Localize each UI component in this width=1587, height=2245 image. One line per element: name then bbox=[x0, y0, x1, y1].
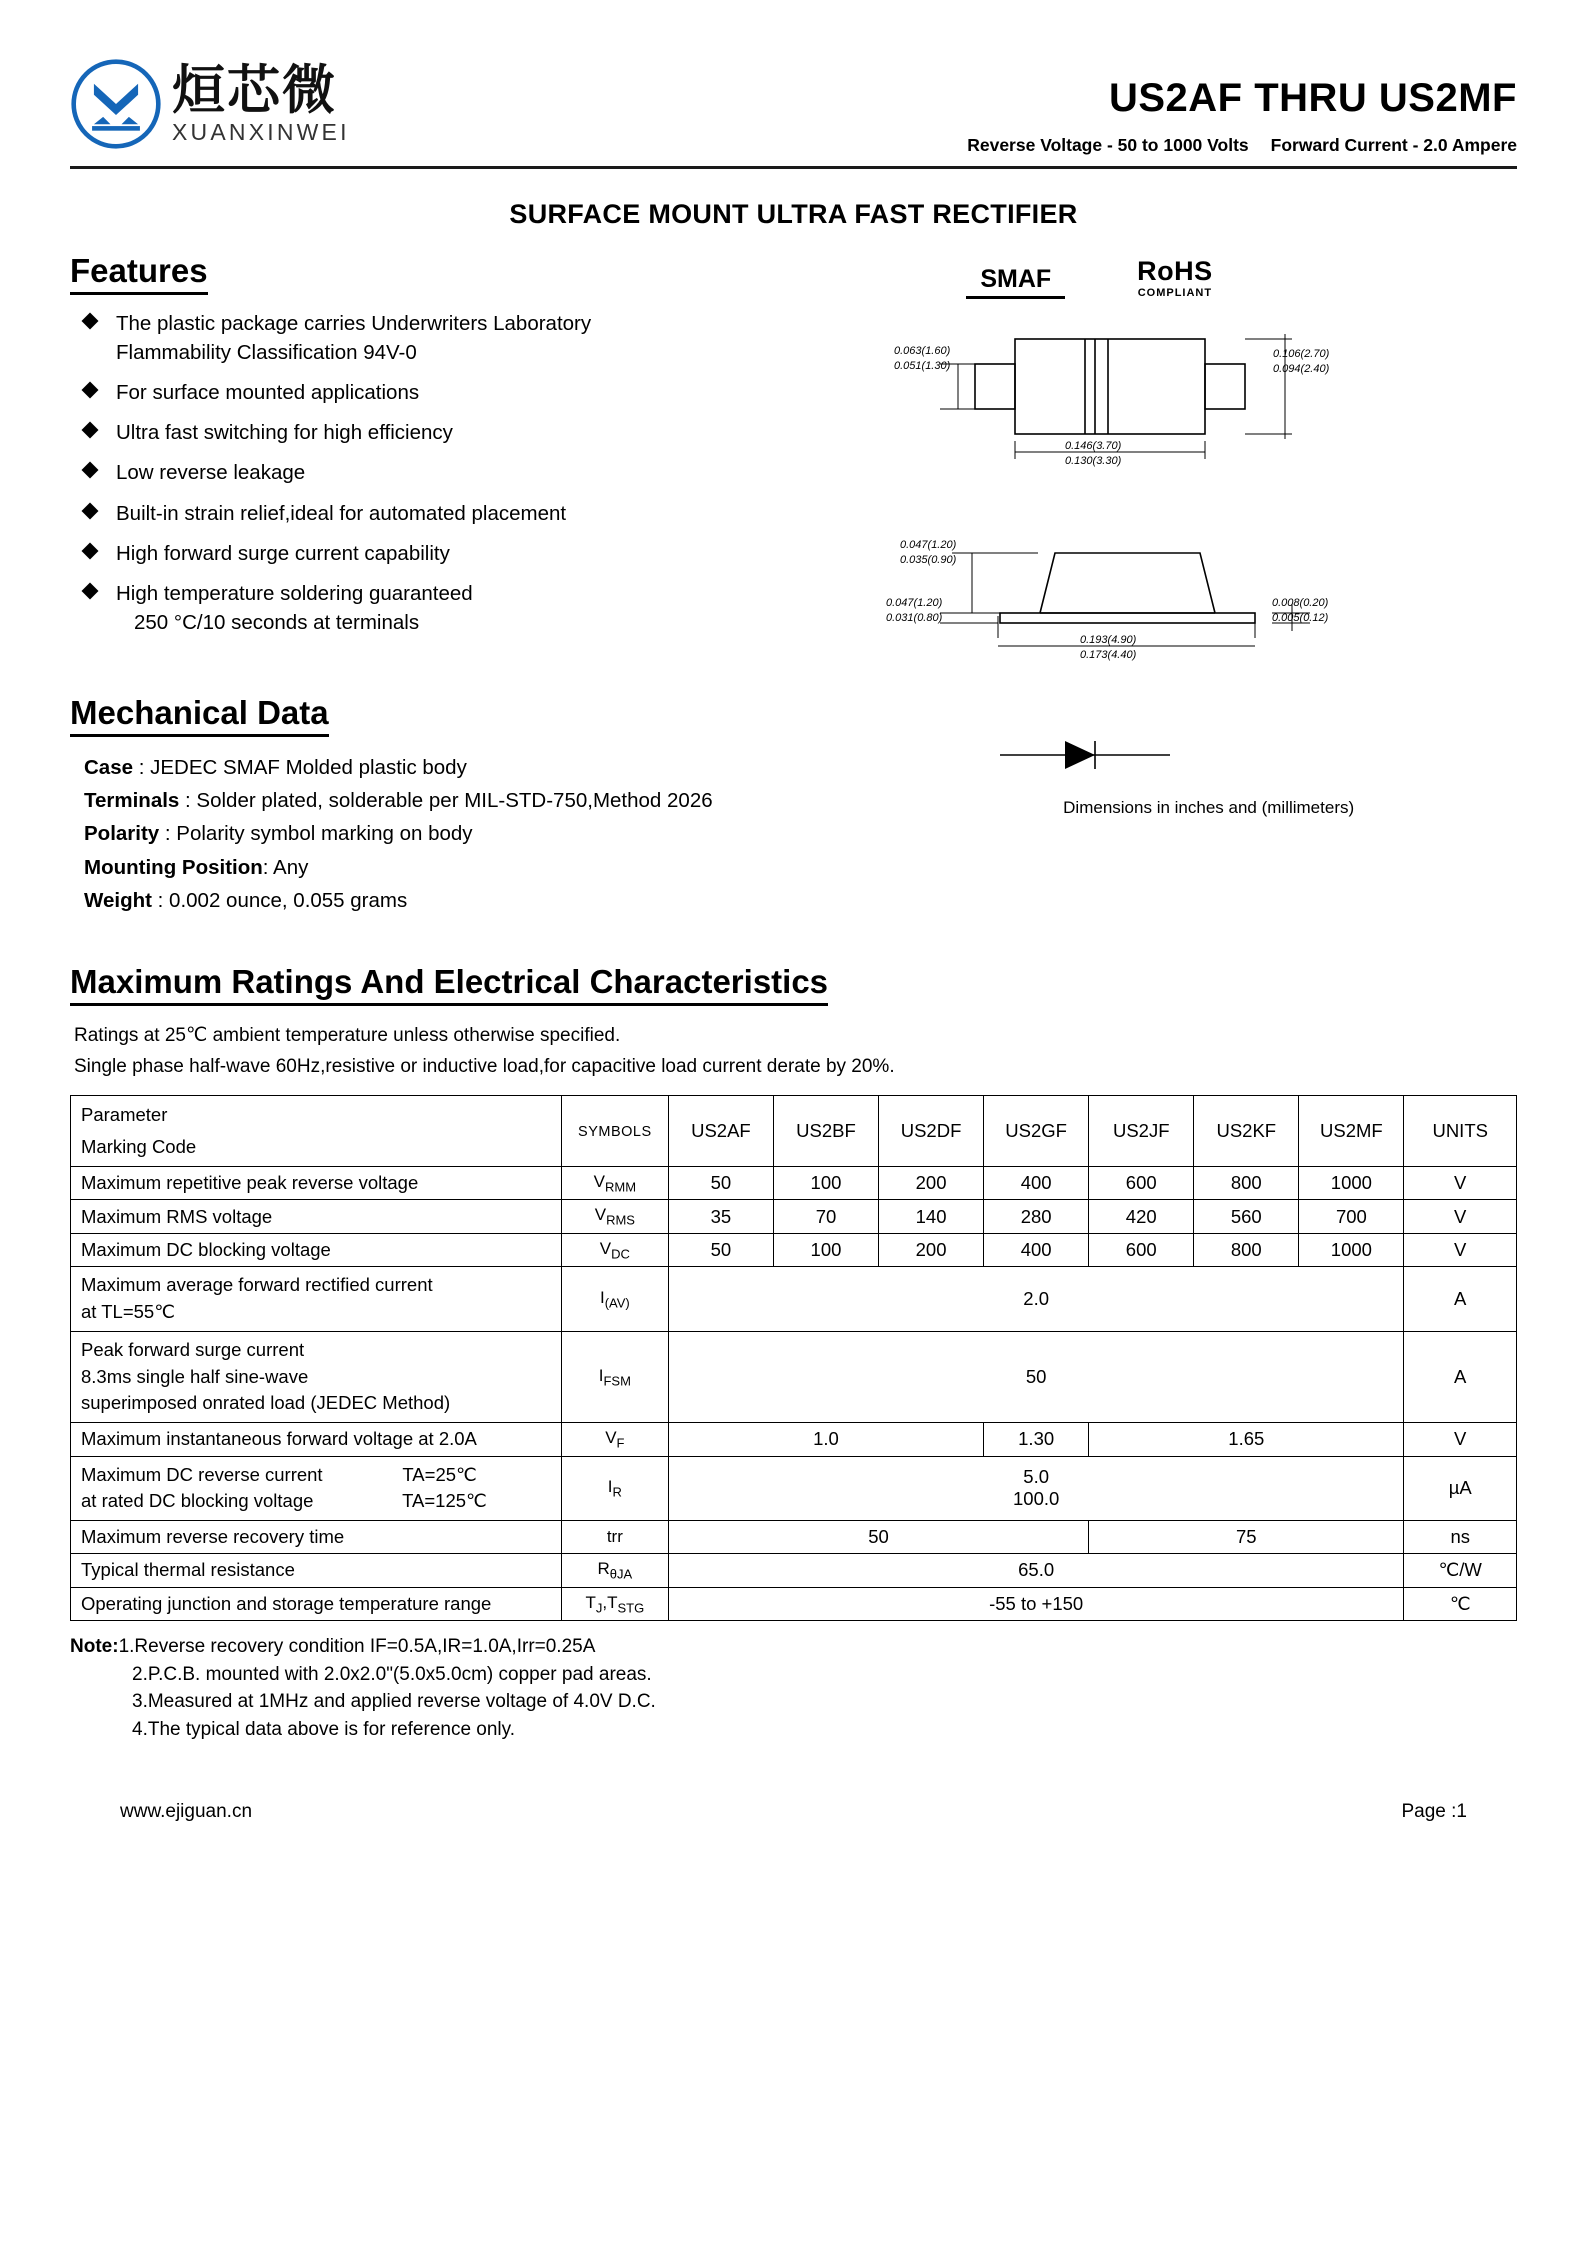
package-name-label: SMAF bbox=[966, 265, 1065, 299]
list-item bbox=[84, 418, 880, 447]
row-value: 200 bbox=[879, 1167, 984, 1200]
header-device-2: US2DF bbox=[879, 1096, 984, 1167]
row-symbol: $V_{RMM}$ bbox=[561, 1167, 668, 1200]
row-unit: V bbox=[1404, 1167, 1517, 1200]
row-param bbox=[71, 1456, 562, 1521]
header-marking-code: Marking Code bbox=[71, 1131, 562, 1167]
features-heading: Features bbox=[70, 252, 208, 295]
row-value: 420 bbox=[1089, 1200, 1194, 1233]
list-item bbox=[84, 458, 880, 487]
polarity-symbol-drawing bbox=[880, 733, 1350, 777]
table-row bbox=[71, 1167, 1517, 1200]
rohs-badge bbox=[1137, 258, 1213, 299]
feature-text: Low reverse leakage bbox=[116, 461, 306, 485]
dim-right-top: 0.106(2.70) bbox=[1273, 348, 1330, 360]
mech-value: JEDEC SMAF Molded plastic body bbox=[150, 755, 467, 779]
logo-chinese-name: 烜芯微 bbox=[172, 60, 337, 121]
table-row bbox=[71, 1456, 1517, 1521]
product-banner: SURFACE MOUNT ULTRA FAST RECTIFIER bbox=[509, 199, 1078, 229]
row-value: 100 bbox=[773, 1167, 878, 1200]
mech-value: Solder plated, solderable per MIL-STD-750,Method 2026 bbox=[196, 789, 713, 813]
row-symbol: $V_F$ bbox=[561, 1423, 668, 1456]
dim-left-top: 0.063(1.60) bbox=[894, 345, 951, 357]
row-symbol: trr bbox=[561, 1521, 668, 1554]
ratings-heading: Maximum Ratings And Electrical Characteristics bbox=[70, 963, 828, 1006]
row-value: 70 bbox=[773, 1200, 878, 1233]
feature-text-cont: 250 °C/10 seconds at terminals bbox=[134, 610, 420, 634]
row-value: 400 bbox=[984, 1167, 1089, 1200]
dimension-units-note: Dimensions in inches and (millimeters) bbox=[1063, 798, 1355, 817]
row-unit: ns bbox=[1404, 1521, 1517, 1554]
list-item bbox=[84, 378, 880, 407]
row-value: 1000 bbox=[1299, 1233, 1404, 1266]
row-unit: A bbox=[1404, 1331, 1517, 1422]
feature-text: High temperature soldering guaranteed bbox=[116, 581, 473, 605]
row-unit: ℃/W bbox=[1404, 1554, 1517, 1587]
mechanical-data-list bbox=[70, 751, 880, 917]
row-value: 400 bbox=[984, 1233, 1089, 1266]
title-block bbox=[967, 58, 1517, 156]
feature-text: High forward surge current capability bbox=[116, 541, 450, 565]
mechanical-data-heading: Mechanical Data bbox=[70, 694, 329, 737]
note-first-line bbox=[70, 1633, 1517, 1661]
package-drawing-column bbox=[880, 252, 1517, 917]
row-symbol: $I_{(AV)}$ bbox=[561, 1267, 668, 1332]
mech-row bbox=[84, 751, 880, 784]
left-column bbox=[70, 252, 880, 917]
list-item bbox=[84, 499, 880, 528]
feature-text: Ultra fast switching for high efficiency bbox=[116, 421, 453, 445]
row-param bbox=[71, 1267, 562, 1332]
page-footer bbox=[70, 1801, 1517, 1849]
notes-block bbox=[70, 1633, 1517, 1743]
xxw-logo-icon bbox=[70, 58, 162, 150]
row-value: 35 bbox=[668, 1200, 773, 1233]
dim-left-bottom: 0.051(1.30) bbox=[894, 360, 951, 372]
row-value: 100 bbox=[773, 1233, 878, 1266]
diamond-bullet-icon bbox=[82, 382, 99, 399]
table-row bbox=[71, 1233, 1517, 1266]
mech-value: Polarity symbol marking on body bbox=[176, 822, 473, 846]
ratings-section bbox=[70, 963, 1517, 1743]
row-value: 50 bbox=[668, 1521, 1088, 1554]
diamond-bullet-icon bbox=[82, 542, 99, 559]
row-symbol: $I_{FSM}$ bbox=[561, 1331, 668, 1422]
mech-label: Polarity bbox=[84, 822, 160, 846]
mech-sep: : bbox=[262, 855, 274, 879]
row-param bbox=[71, 1331, 562, 1422]
row-value: 50 bbox=[668, 1167, 773, 1200]
header-device-4: US2JF bbox=[1089, 1096, 1194, 1167]
row-value: 560 bbox=[1194, 1200, 1299, 1233]
list-item bbox=[84, 579, 880, 637]
note-item: 2.P.C.B. mounted with 2.0x2.0"(5.0x5.0cm) copper pad areas. bbox=[132, 1663, 652, 1685]
table-row bbox=[71, 1200, 1517, 1233]
row-unit: µA bbox=[1404, 1456, 1517, 1521]
package-side-view-drawing bbox=[880, 518, 1350, 728]
mech-value: Any bbox=[273, 855, 309, 879]
table-row bbox=[71, 1331, 1517, 1422]
list-item bbox=[84, 309, 880, 367]
header-device-5: US2KF bbox=[1194, 1096, 1299, 1167]
ratings-note-line2: Single phase half-wave 60Hz,resistive or inductive load,for capacitive load current derate by 20%. bbox=[74, 1055, 895, 1077]
mech-label: Mounting Position bbox=[84, 855, 263, 879]
page-header bbox=[70, 0, 1517, 156]
row-value: 200 bbox=[879, 1233, 984, 1266]
diamond-bullet-icon bbox=[82, 582, 99, 599]
company-logo bbox=[70, 58, 350, 150]
header-divider bbox=[70, 166, 1517, 169]
specifications-table bbox=[70, 1095, 1517, 1621]
ratings-note-line1: Ratings at 25℃ ambient temperature unless otherwise specified. bbox=[74, 1025, 621, 1046]
row-symbol: $R_{\theta JA}$ bbox=[561, 1554, 668, 1587]
svg-text:0.047(1.20): 0.047(1.20) bbox=[886, 597, 943, 609]
mech-value: 0.002 ounce, 0.055 grams bbox=[169, 888, 408, 912]
row-value: 1.0 bbox=[668, 1423, 983, 1456]
row-value: 600 bbox=[1089, 1167, 1194, 1200]
row-value-line2: 100.0 bbox=[1013, 1488, 1060, 1510]
part-ratings-subtitle bbox=[967, 135, 1517, 156]
diamond-bullet-icon bbox=[82, 422, 99, 439]
footer-website: www.ejiguan.cn bbox=[120, 1801, 253, 1823]
mech-row bbox=[84, 784, 880, 817]
mech-label: Weight bbox=[84, 888, 152, 912]
row-value: 1.30 bbox=[984, 1423, 1089, 1456]
row-param-line1: Maximum average forward rectified current bbox=[81, 1274, 433, 1296]
svg-text:0.035(0.90): 0.035(0.90) bbox=[900, 554, 957, 566]
header-device-1: US2BF bbox=[773, 1096, 878, 1167]
diamond-bullet-icon bbox=[82, 313, 99, 330]
feature-text-cont: Flammability Classification 94V-0 bbox=[116, 341, 417, 365]
mech-row bbox=[84, 817, 880, 850]
mech-sep: : bbox=[151, 888, 170, 912]
body-columns bbox=[70, 252, 1517, 917]
svg-text:0.008(0.20): 0.008(0.20) bbox=[1272, 597, 1329, 609]
mech-sep: : bbox=[133, 755, 151, 779]
row-param: Maximum RMS voltage bbox=[71, 1200, 562, 1233]
row-unit: A bbox=[1404, 1267, 1517, 1332]
part-number-title: US2AF THRU US2MF bbox=[1108, 76, 1517, 120]
svg-text:0.047(1.20): 0.047(1.20) bbox=[900, 539, 957, 551]
row-value: 800 bbox=[1194, 1233, 1299, 1266]
row-value-line1: 5.0 bbox=[1023, 1466, 1049, 1488]
row-param-line1: Maximum DC reverse current TA=25℃ bbox=[81, 1462, 555, 1489]
row-symbol: $V_{DC}$ bbox=[561, 1233, 668, 1266]
header-units: UNITS bbox=[1404, 1096, 1517, 1167]
logo-english-name: XUANXINWEI bbox=[172, 119, 350, 145]
mech-label: Terminals bbox=[84, 789, 180, 813]
row-param-cond2: TA=125℃ bbox=[402, 1490, 487, 1512]
row-value: 50 bbox=[668, 1331, 1404, 1422]
rohs-compliant-label: COMPLIANT bbox=[1137, 287, 1213, 299]
table-row bbox=[71, 1587, 1517, 1620]
row-unit: ℃ bbox=[1404, 1587, 1517, 1620]
feature-text: The plastic package carries Underwriters Laboratory bbox=[116, 312, 592, 335]
row-value: 65.0 bbox=[668, 1554, 1404, 1587]
row-unit: V bbox=[1404, 1423, 1517, 1456]
svg-text:0.193(4.90): 0.193(4.90) bbox=[1080, 634, 1137, 646]
row-value: 1000 bbox=[1299, 1167, 1404, 1200]
row-param: Maximum reverse recovery time bbox=[71, 1521, 562, 1554]
row-value: 800 bbox=[1194, 1167, 1299, 1200]
row-value: 280 bbox=[984, 1200, 1089, 1233]
table-header-row bbox=[71, 1096, 1517, 1132]
table-row bbox=[71, 1423, 1517, 1456]
svg-text:0.005(0.12): 0.005(0.12) bbox=[1272, 612, 1329, 624]
row-unit: V bbox=[1404, 1200, 1517, 1233]
dim-right-bottom: 0.094(2.40) bbox=[1273, 363, 1330, 375]
mech-sep: : bbox=[179, 789, 197, 813]
diamond-bullet-icon bbox=[82, 462, 99, 479]
row-param: Typical thermal resistance bbox=[71, 1554, 562, 1587]
svg-text:0.173(4.40): 0.173(4.40) bbox=[1080, 649, 1137, 661]
header-device-3: US2GF bbox=[984, 1096, 1089, 1167]
note-item: 4.The typical data above is for reference only. bbox=[132, 1718, 516, 1740]
list-item bbox=[84, 539, 880, 568]
reverse-voltage-text: Reverse Voltage - 50 to 1000 Volts bbox=[967, 135, 1249, 155]
row-param-line2: 8.3ms single half sine-wave bbox=[81, 1365, 309, 1387]
row-unit: V bbox=[1404, 1233, 1517, 1266]
mech-sep: : bbox=[159, 822, 177, 846]
row-param: Operating junction and storage temperature range bbox=[71, 1587, 562, 1620]
feature-text: For surface mounted applications bbox=[116, 381, 420, 405]
note-item: 3.Measured at 1MHz and applied reverse voltage of 4.0V D.C. bbox=[132, 1691, 656, 1713]
header-device-6: US2MF bbox=[1299, 1096, 1404, 1167]
package-header bbox=[880, 258, 1517, 299]
mech-label: Case bbox=[84, 755, 134, 779]
row-param-line2: at TL=55℃ bbox=[81, 1300, 175, 1322]
feature-text: Built-in strain relief,ideal for automated placement bbox=[116, 501, 567, 525]
dim-width-bottom: 0.130(3.30) bbox=[1065, 455, 1122, 467]
row-value: -55 to +150 bbox=[668, 1587, 1404, 1620]
mech-row bbox=[84, 851, 880, 884]
row-symbol: $V_{RMS}$ bbox=[561, 1200, 668, 1233]
rohs-label: RoHS bbox=[1137, 256, 1213, 286]
row-symbol: $T_J,T_{STG}$ bbox=[561, 1587, 668, 1620]
row-symbol: $I_R$ bbox=[561, 1456, 668, 1521]
diamond-bullet-icon bbox=[82, 502, 99, 519]
row-value bbox=[668, 1456, 1404, 1521]
row-value: 140 bbox=[879, 1200, 984, 1233]
row-param-line1: Peak forward surge current bbox=[81, 1338, 305, 1360]
row-value: 2.0 bbox=[668, 1267, 1404, 1332]
row-value: 700 bbox=[1299, 1200, 1404, 1233]
table-row bbox=[71, 1554, 1517, 1587]
row-value: 600 bbox=[1089, 1233, 1194, 1266]
forward-current-text: Forward Current - 2.0 Ampere bbox=[1270, 135, 1517, 155]
table-row bbox=[71, 1521, 1517, 1554]
dim-width-top: 0.146(3.70) bbox=[1065, 440, 1122, 452]
header-symbols: SYMBOLS bbox=[561, 1096, 668, 1167]
features-list bbox=[70, 309, 880, 637]
row-param-line2: at rated DC blocking voltage TA=125℃ bbox=[81, 1488, 555, 1515]
header-device-0: US2AF bbox=[668, 1096, 773, 1167]
row-value: 1.65 bbox=[1089, 1423, 1404, 1456]
row-value: 75 bbox=[1089, 1521, 1404, 1554]
row-param: Maximum repetitive peak reverse voltage bbox=[71, 1167, 562, 1200]
mech-row bbox=[84, 884, 880, 917]
row-value: 50 bbox=[668, 1233, 773, 1266]
package-top-view-drawing bbox=[880, 309, 1350, 509]
svg-text:0.031(0.80): 0.031(0.80) bbox=[886, 612, 943, 624]
row-param: Maximum DC blocking voltage bbox=[71, 1233, 562, 1266]
table-row bbox=[71, 1267, 1517, 1332]
note-item: 1.Reverse recovery condition IF=0.5A,IR=1.0A,Irr=0.25A bbox=[118, 1636, 596, 1658]
row-param-line3: superimposed onrated load (JEDEC Method) bbox=[81, 1392, 451, 1414]
footer-page-number: Page :1 bbox=[1401, 1801, 1467, 1823]
row-param: Maximum instantaneous forward voltage at 2.0A bbox=[71, 1423, 562, 1456]
row-param-cond1: TA=25℃ bbox=[402, 1463, 477, 1485]
notes-label: Note: bbox=[70, 1636, 119, 1658]
header-parameter: Parameter bbox=[71, 1096, 562, 1132]
